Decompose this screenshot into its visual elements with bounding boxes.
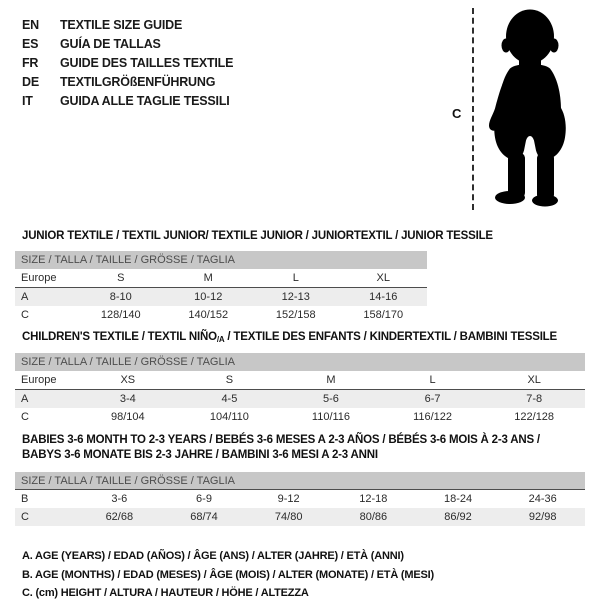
row-label: Europe	[21, 272, 57, 284]
footnotes	[15, 547, 585, 600]
value-cell: 80/86	[359, 511, 388, 523]
row-label: A	[21, 393, 29, 405]
value-cell: 128/140	[100, 309, 141, 321]
section-title-junior: JUNIOR TEXTILE / TEXTIL JUNIOR/ TEXTILE JUNIOR / JUNIORTEXTIL / JUNIOR TESSILE	[22, 230, 493, 242]
height-measure-label: C	[452, 106, 462, 121]
row-label: C	[21, 309, 29, 321]
junior-size-table	[15, 251, 427, 324]
section-babies	[15, 433, 585, 526]
table-row	[15, 490, 585, 508]
language-title: GUIDA ALLE TAGLIE TESSILI	[60, 94, 230, 108]
value-cell: 86/92	[444, 511, 472, 523]
value-cell: 5-6	[323, 393, 339, 405]
value-cell: 98/104	[110, 411, 145, 423]
language-code: DE	[22, 75, 39, 89]
value-cell: 14-16	[369, 291, 398, 303]
value-cell: 62/68	[105, 511, 134, 523]
language-title: GUÍA DE TALLAS	[60, 37, 161, 51]
footnote-b: B. AGE (MONTHS) / EDAD (MESES) / ÂGE (MOIS) / ALTER (MONATE) / ETÀ (MESI)	[22, 568, 434, 581]
value-cell: 18-24	[443, 493, 473, 505]
table-row	[15, 288, 427, 306]
size-header-bar: SIZE / TALLA / TAILLE / GRÖSSE / TAGLIA	[15, 353, 585, 371]
section-junior	[15, 230, 585, 324]
size-header-bar: SIZE / TALLA / TAILLE / GRÖSSE / TAGLIA	[15, 251, 427, 269]
size-cell: L	[429, 374, 436, 386]
size-cell: XL	[376, 272, 390, 284]
value-cell: 122/128	[514, 411, 555, 423]
height-measure-figure	[452, 6, 580, 216]
language-code: FR	[22, 56, 39, 70]
value-cell: 8-10	[109, 291, 132, 303]
row-label: Europe	[21, 374, 57, 386]
footnote-a: A. AGE (YEARS) / EDAD (AÑOS) / ÂGE (ANS) / ALTER (JAHRE) / ETÀ (ANNI)	[22, 550, 404, 562]
size-cell: XL	[527, 374, 541, 386]
value-cell: 3-4	[119, 393, 136, 405]
section-title-subscript: /A	[216, 335, 225, 344]
value-cell: 3-6	[111, 493, 128, 505]
size-cell: S	[225, 374, 234, 386]
section-title-line1: BABIES 3-6 MONTH TO 2-3 YEARS / BEBÉS 3-6 MESES A 2-3 AÑOS / BÉBÉS 3-6 MOIS À 2-3 ANS /	[22, 434, 540, 446]
section-title-babies	[15, 433, 585, 463]
section-children	[15, 331, 585, 426]
row-label: A	[21, 291, 29, 303]
value-cell: 152/158	[275, 309, 316, 321]
size-cell: L	[292, 272, 299, 284]
value-cell: 12-13	[281, 291, 310, 303]
value-cell: 12-18	[359, 493, 388, 505]
row-label: C	[21, 411, 29, 423]
value-cell: 7-8	[526, 393, 543, 405]
table-row	[15, 508, 585, 526]
value-cell: 74/80	[274, 511, 303, 523]
footnote-c: C. (cm) HEIGHT / ALTURA / HAUTEUR / HÖHE / ALTEZZA	[22, 587, 309, 599]
section-title-text: CHILDREN'S TEXTILE / TEXTIL NIÑO	[22, 331, 217, 343]
value-cell: 24-36	[528, 493, 557, 505]
section-title-text: / TEXTILE DES ENFANTS / KINDERTEXTIL / BAMBINI TESSILE	[224, 331, 557, 343]
table-row	[15, 408, 585, 426]
value-cell: 6-9	[196, 493, 212, 505]
language-code: IT	[22, 94, 33, 108]
row-label: B	[21, 493, 29, 505]
table-row	[15, 269, 427, 288]
table-row	[15, 390, 585, 408]
value-cell: 9-12	[277, 493, 300, 505]
language-title: GUIDE DES TAILLES TEXTILE	[60, 56, 234, 70]
table-row	[15, 371, 585, 390]
value-cell: 92/98	[528, 511, 557, 523]
row-label: C	[21, 511, 29, 523]
language-title: TEXTILE SIZE GUIDE	[60, 18, 183, 32]
section-title-line2: BABYS 3-6 MONATE BIS 2-3 JAHRE / BAMBINI 3-6 MESI A 2-3 ANNI	[22, 449, 378, 461]
table-row	[15, 306, 427, 324]
size-cell: S	[117, 272, 125, 284]
language-code: ES	[22, 37, 39, 51]
value-cell: 110/116	[311, 411, 351, 423]
size-cell: M	[203, 272, 213, 284]
baby-silhouette-icon	[480, 6, 580, 211]
section-title-children	[15, 331, 585, 344]
value-cell: 140/152	[188, 309, 229, 321]
size-header-bar: SIZE / TALLA / TAILLE / GRÖSSE / TAGLIA	[15, 472, 585, 490]
value-cell: 6-7	[424, 393, 441, 405]
value-cell: 10-12	[194, 291, 223, 303]
height-dashed-line	[472, 8, 474, 210]
children-size-table	[15, 353, 585, 426]
babies-size-table	[15, 472, 585, 526]
guide-header	[15, 14, 585, 216]
size-cell: XS	[120, 374, 136, 386]
value-cell: 4-5	[221, 393, 238, 405]
size-cell: M	[326, 374, 336, 386]
value-cell: 158/170	[363, 309, 404, 321]
language-code: EN	[22, 18, 39, 32]
value-cell: 104/110	[209, 411, 249, 423]
value-cell: 68/74	[190, 511, 218, 523]
value-cell: 116/122	[413, 411, 453, 423]
language-title: TEXTILGRÖßENFÜHRUNG	[60, 75, 216, 89]
